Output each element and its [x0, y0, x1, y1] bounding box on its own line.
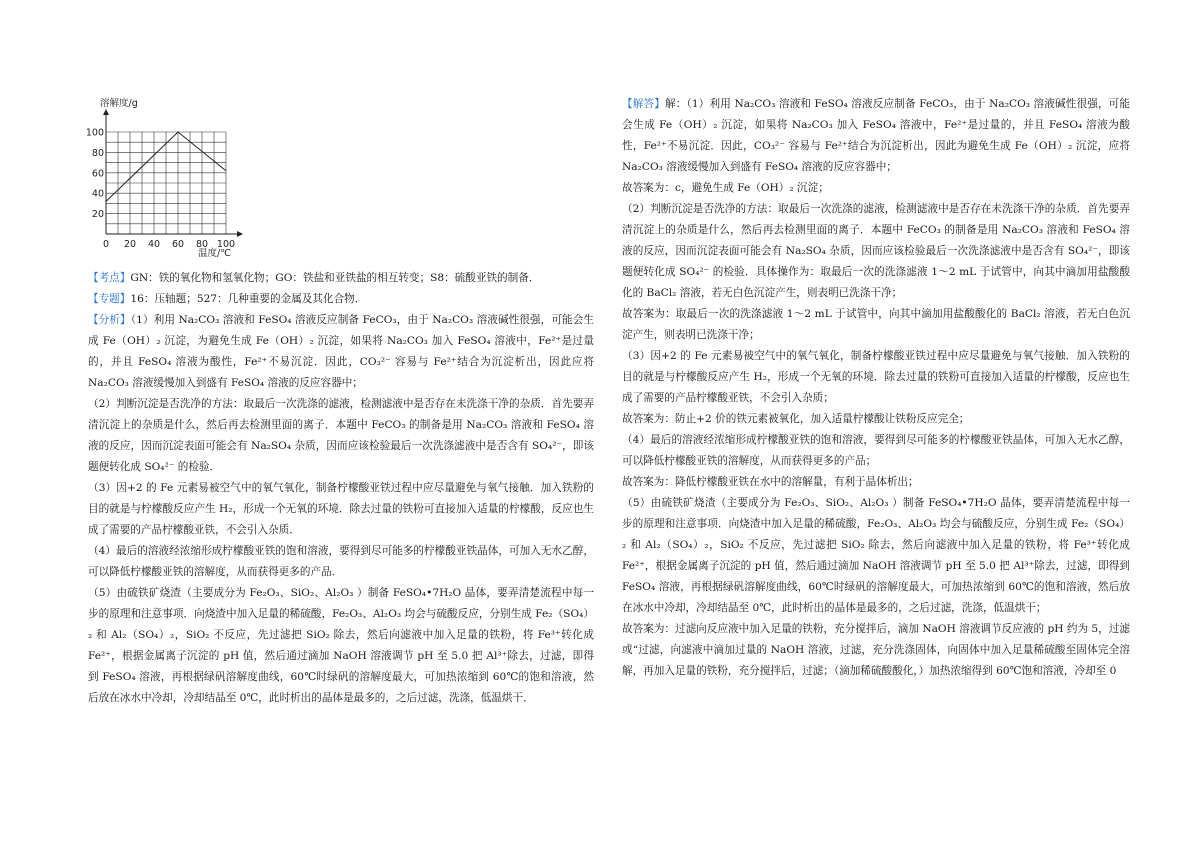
y-tick-label: 100 — [85, 127, 104, 139]
x-tick-label: 40 — [147, 239, 161, 250]
fenxi-paragraph-3: （3）因+2 的 Fe 元素易被空气中的氧气氧化，制备柠檬酸亚铁过程中应尽量避免与氧气接触．加入铁粉的目的就是与柠檬酸反应产生 H₂，形成一个无氧的环境．除去过量的铁粉可直接加入适量的柠檬酸，反应也生成了需要的产品柠檬酸亚铁，不会引入杂质． — [88, 482, 594, 536]
chart-grid — [106, 132, 226, 234]
x-tick-label: 60 — [171, 239, 185, 250]
fenxi-paragraph-4: （4）最后的溶液经浓缩形成柠檬酸亚铁的饱和溶液，要得到尽可能多的柠檬酸亚铁晶体，可加入无水乙醇，可以降低柠檬酸亚铁的溶解度，从而获得更多的产品． — [88, 545, 594, 578]
x-tick-label: 80 — [195, 239, 209, 250]
jieda-paragraph-3: （3）因+2 的 Fe 元素易被空气中的氧气氧化，制备柠檬酸亚铁过程中应尽量避免与氧气接触．加入铁粉的目的就是与柠檬酸反应产生 H₂，形成一个无氧的环境．除去过量的铁粉可直接加入适量的柠檬酸，反应也生成了需要的产品柠檬酸亚铁，不会引入杂质； — [622, 350, 1130, 404]
fenxi-paragraph-2: （2）判断沉淀是否洗净的方法：取最后一次洗涤的滤液，检测滤液中是否存在未洗涤干净的杂质．首先要弄清沉淀上的杂质是什么，然后再去检测里面的离子．本题中 FeCO₃ 的制备是用 Na₂CO₃ 溶液和 FeSO₄ 溶液的反应，因而沉淀表面可能会有 Na₂SO₄ 杂质，因而应该检验最后一次洗涤滤液中是否含有 SO₄²⁻，即该题便转化成 SO₄²⁻ 的检验． — [88, 398, 594, 473]
answer-3: 故答案为：防止+2 价的铁元素被氧化，加入适量柠檬酸让铁粉反应完全； — [622, 413, 970, 425]
left-column — [85, 94, 595, 709]
fenxi-paragraph-1 — [88, 310, 594, 394]
x-tick-label: 0 — [102, 239, 110, 250]
zhuanti-paragraph — [88, 289, 594, 310]
jieda-paragraph-2: （2）判断沉淀是否洗净的方法：取最后一次洗涤的滤液，检测滤液中是否存在未洗涤干净的杂质．首先要弄清沉淀上的杂质是什么，然后再去检测里面的离子．本题中 FeCO₃ 的制备是用 Na₂CO₃ 溶液和 FeSO₄ 溶液的反应，因而沉淀表面可能会有 Na₂SO₄ 杂质，因而应该检验最后一次洗涤滤液中是否含有 SO₄²⁻，即该题便转化成 SO₄²⁻ 的检验．具体操作为：取最后一次的洗涤滤液 1～2 mL 于试管中，向其中滴加用盐酸酸化的 BaCl₂ 溶液，若无白色沉淀产生，则表明已洗涤干净； — [622, 203, 1130, 299]
answer-2: 故答案为：取最后一次的洗涤滤液 1～2 mL 于试管中，向其中滴加用盐酸酸化的 BaCl₂ 溶液，若无白色沉淀产生，则表明已洗涤干净； — [622, 308, 1130, 341]
y-axis-arrow — [103, 109, 109, 115]
solubility-chart — [85, 94, 250, 262]
zhuanti-tag: 【专题】 — [88, 293, 131, 305]
jieda-tag: 【解答】 — [622, 98, 665, 110]
right-column — [622, 94, 1130, 682]
jieda-paragraph-5: （5）由硫铁矿烧渣（主要成分为 Fe₂O₃、SiO₂、Al₂O₃ ）制备 FeSO₄•7H₂O 晶体，要弄清楚流程中每一步的原理和注意事项．向烧渣中加入足量的稀硫酸，Fe₂O₃、Al₂O₃ 均会与硫酸反应，分别生成 Fe₂（SO₄）₂ 和 Al₂（SO₄）₂，SiO₂ 不反应，先过滤把 SiO₂ 除去，然后向滤液中加入足量的铁粉，将 Fe³⁺转化成 Fe²⁺，根据金属离子沉淀的 pH 值，然后通过滴加 NaOH 溶液调节 pH 至 5.0 把 Al³⁺除去，过滤，即得到 FeSO₄ 溶液，再根据绿矾溶解度曲线，60℃时绿矾的溶解度最大，可加热浓缩到 60℃的饱和溶液，然后放在冰水中冷却，冷却结晶至 0℃，此时析出的晶体是最多的，之后过滤，洗涤，低温烘干； — [622, 497, 1130, 614]
answer-5: 故答案为：过滤向反应液中加入足量的铁粉，充分搅拌后，滴加 NaOH 溶液调节反应液的 pH 约为 5，过滤或“过滤，向滤液中滴加过量的 NaOH 溶液，过滤，充分洗涤固体，向固体中加入足量稀硫酸至固体完全溶解，再加入足量的铁粉，充分搅拌后，过滤；（滴加稀硫酸酸化，）加热浓缩得到 60℃饱和溶液，冷却至 0 — [622, 623, 1130, 677]
fenxi-tag: 【分析】 — [88, 314, 131, 326]
answer-1: 故答案为：c，避免生成 Fe（OH）₂ 沉淀； — [622, 182, 829, 194]
kaodian-tag: 【考点】 — [88, 272, 131, 284]
x-axis-label: 温度/℃ — [198, 248, 231, 259]
x-tick-label: 20 — [123, 239, 137, 250]
y-tick-label: 80 — [91, 147, 104, 159]
x-tick-label: 100 — [216, 239, 236, 250]
y-axis-label: 溶解度/g — [100, 98, 138, 109]
jieda-text-1: 解：（1）利用 Na₂CO₃ 溶液和 FeSO₄ 溶液反应制备 FeCO₃，由于 Na₂CO₃ 溶液碱性很强，可能会生成 Fe（OH）₂ 沉淀，如果将 Na₂CO₃ 加入 FeSO₄ 溶液中，Fe²⁺是过量的，并且 FeSO₄ 溶液为酸性，Fe²⁺不易沉淀．因此，CO₃²⁻ 容易与 Fe²⁺结合为沉淀析出，因此为避免生成 Fe（OH）₂ 沉淀，应将 Na₂CO₃ 溶液缓慢加入到盛有 FeSO₄ 溶液的反应容器中； — [622, 98, 1131, 173]
fenxi-paragraph-5: （5）由硫铁矿烧渣（主要成分为 Fe₂O₃、SiO₂、Al₂O₃ ）制备 FeSO₄•7H₂O 晶体，要弄清楚流程中每一步的原理和注意事项．向烧渣中加入足量的稀硫酸，Fe₂O₃、Al₂O₃ 均会与硫酸反应，分别生成 Fe₂（SO₄）₂ 和 Al₂（SO₄）₂，SiO₂ 不反应，先过滤把 SiO₂ 除去，然后向滤液中加入足量的铁粉，将 Fe³⁺转化成 Fe²⁺，根据金属离子沉淀的 pH 值，然后通过滴加 NaOH 溶液调节 pH 至 5.0 把 Al³⁺除去，过滤，即得到 FeSO₄ 溶液，再根据绿矾溶解度曲线，60℃时绿矾的溶解度最大，可加热浓缩到 60℃的饱和溶液，然后放在冰水中冷却，冷却结晶至 0℃，此时析出的晶体是最多的，之后过滤，洗涤，低温烘干． — [88, 587, 594, 704]
kaodian-paragraph — [88, 268, 594, 289]
fenxi-text-1: （1）利用 Na₂CO₃ 溶液和 FeSO₄ 溶液反应制备 FeCO₃，由于 Na₂CO₃ 溶液碱性很强，可能会生成 Fe（OH）₂ 沉淀，为避免生成 Fe（OH）₂ 沉淀，如果将 Na₂CO₃ 加入 FeSO₄ 溶液中，Fe²⁺是过量的，并且 FeSO₄ 溶液为酸性，Fe²⁺不易沉淀．因此，CO₃²⁻ 容易与 Fe²⁺结合为沉淀析出，因此应将 Na₂CO₃ 溶液缓慢加入到盛有 FeSO₄ 溶液的反应容器中； — [88, 314, 595, 389]
x-axis-arrow — [237, 231, 243, 237]
kaodian-text: GN：铁的氧化物和氢氧化物；GO：铁盐和亚铁盐的相互转变；S8：硫酸亚铁的制备． — [130, 272, 540, 284]
y-tick-label: 40 — [91, 188, 104, 200]
chart-ticks — [86, 128, 235, 251]
y-tick-label: 20 — [91, 209, 104, 221]
zhuanti-text: 16：压轴题；527：几种重要的金属及其化合物． — [130, 293, 366, 305]
jieda-paragraph-4: （4）最后的溶液经浓缩形成柠檬酸亚铁的饱和溶液，要得到尽可能多的柠檬酸亚铁晶体，可加入无水乙醇，可以降低柠檬酸亚铁的溶解度，从而获得更多的产品； — [622, 434, 1130, 467]
jieda-paragraph-1 — [622, 94, 1130, 178]
answer-4: 故答案为：降低柠檬酸亚铁在水中的溶解量，有利于晶体析出； — [622, 476, 919, 488]
y-tick-label: 60 — [91, 168, 104, 180]
